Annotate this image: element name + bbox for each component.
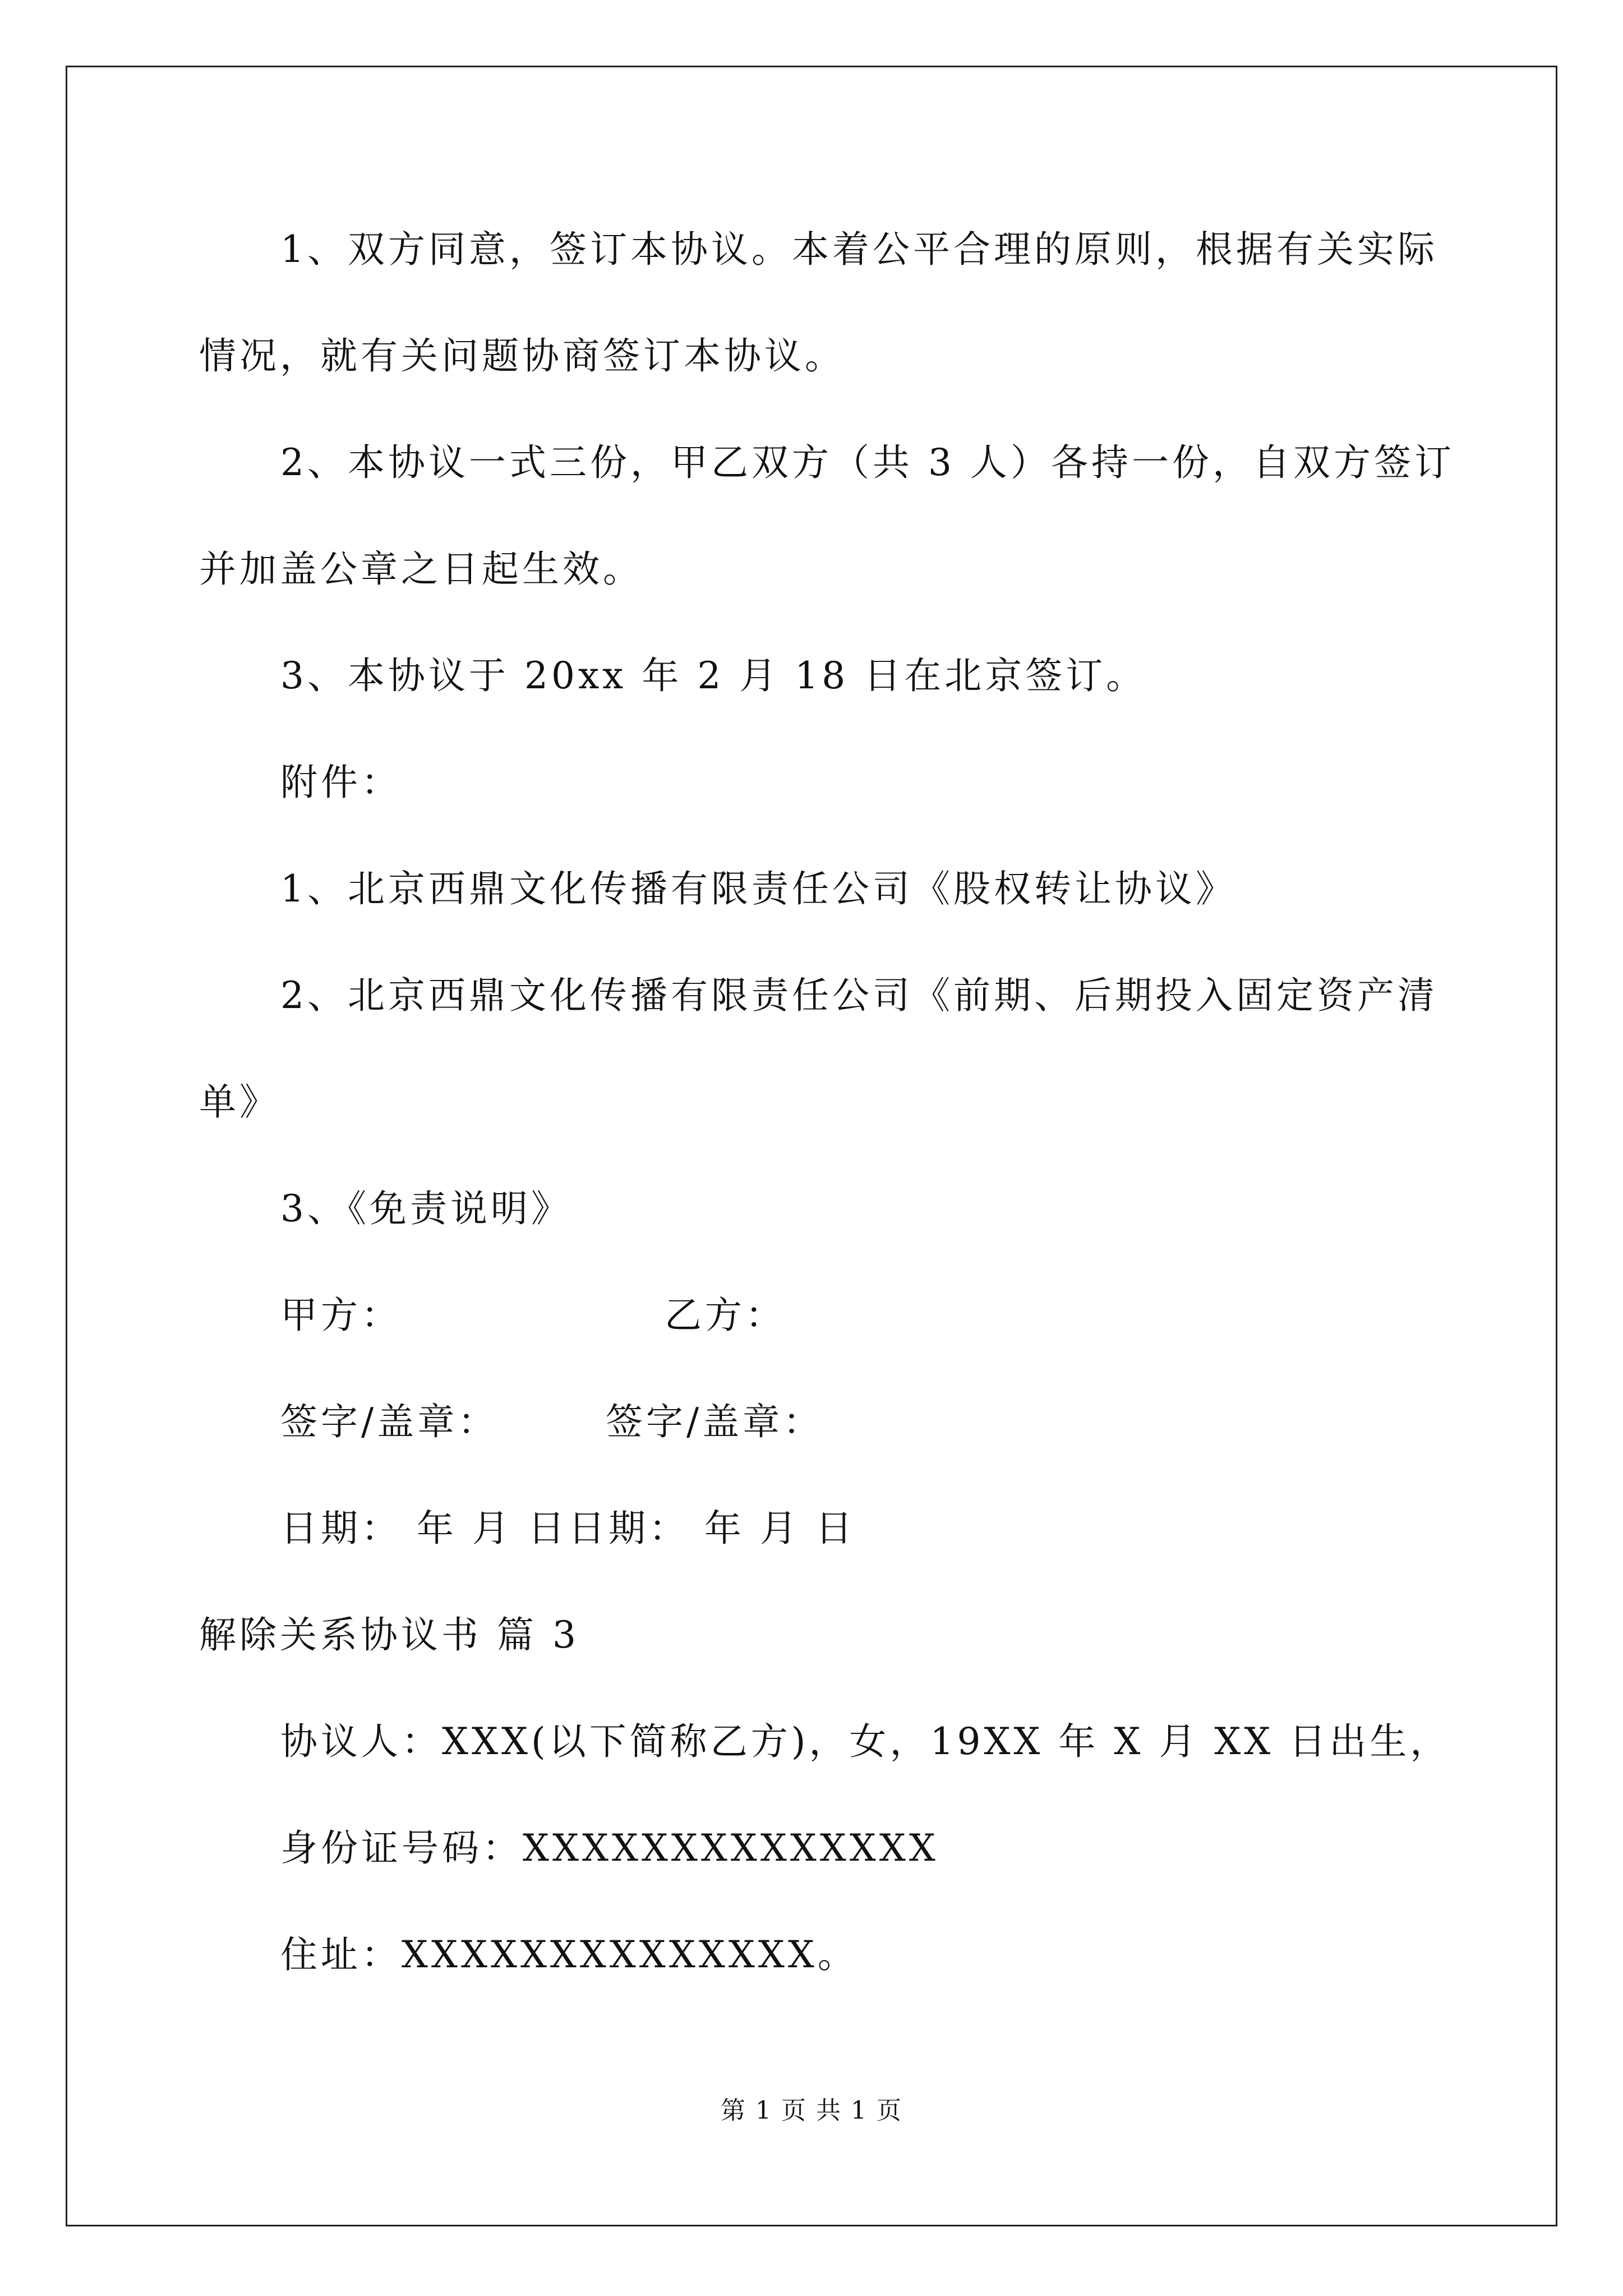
- paragraph-2-line-2: 并加盖公章之日起生效。: [199, 547, 643, 591]
- page-number-footer: 第 1 页 共 1 页: [721, 2096, 902, 2125]
- section-title: 解除关系协议书 篇 3: [199, 1613, 579, 1657]
- page-border: [66, 66, 1557, 2226]
- attachment-2-line-1: 2、北京西鼎文化传播有限责任公司《前期、后期投入固定资产清: [280, 974, 1438, 1017]
- paragraph-1-line-2: 情况，就有关问题协商签订本协议。: [199, 334, 845, 378]
- paragraph-2-line-1: 2、本协议一式三份，甲乙双方（共 3 人）各持一份，自双方签订: [280, 441, 1455, 484]
- attachment-1: 1、北京西鼎文化传播有限责任公司《股权转让协议》: [280, 867, 1236, 910]
- sign-seal-b-label: 签字/盖章：: [606, 1400, 824, 1443]
- section-line-2: 身份证号码：XXXXXXXXXXXXXX: [280, 1826, 939, 1870]
- sign-seal-a-label: 签字/盖章：: [280, 1400, 499, 1443]
- date-row: 日期： 年 月 日日期： 年 月 日: [280, 1507, 856, 1550]
- paragraph-1-line-1: 1、双方同意，签订本协议。本着公平合理的原则，根据有关实际: [280, 228, 1438, 271]
- party-b-label: 乙方：: [665, 1294, 786, 1337]
- section-line-1: 协议人：XXX(以下简称乙方)，女，19XX 年 X 月 XX 日出生，: [280, 1720, 1451, 1763]
- attachment-3: 3、《免责说明》: [280, 1187, 571, 1230]
- attachments-heading: 附件：: [280, 761, 402, 804]
- party-a-label: 甲方：: [280, 1294, 402, 1337]
- paragraph-3: 3、本协议于 20xx 年 2 月 18 日在北京签订。: [280, 654, 1147, 697]
- attachment-2-line-2: 单》: [199, 1080, 280, 1124]
- section-line-3: 住址：XXXXXXXXXXXXXX。: [280, 1933, 858, 1976]
